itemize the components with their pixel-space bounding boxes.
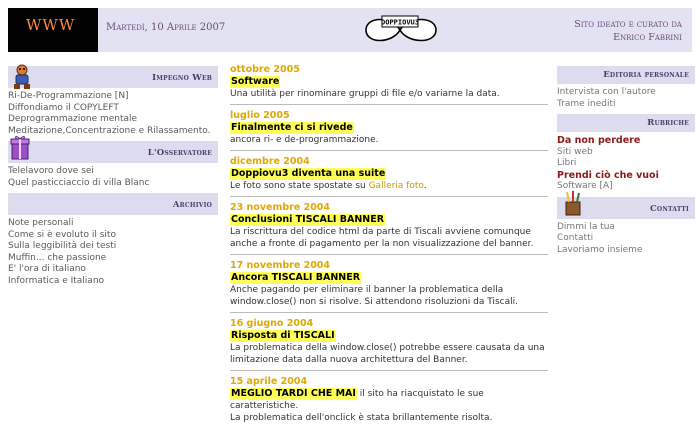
news-date: 23 novembre 2004 (230, 202, 331, 213)
news-date: 16 giugno 2004 (230, 318, 314, 329)
rubriche-links (557, 135, 695, 193)
news-title[interactable]: Software (231, 76, 280, 87)
editoria-title: Editoria personale (603, 70, 689, 80)
osservatore-header (8, 141, 218, 163)
current-date: Martedì, 10 Aprile 2007 (106, 22, 226, 33)
news-item (230, 110, 548, 151)
pencil-cup-icon (562, 190, 584, 216)
purple-gift-icon (10, 135, 30, 161)
editoria-header (557, 66, 695, 84)
link-libri[interactable]: Libri (557, 158, 577, 168)
site-credit (574, 18, 682, 44)
rubriche-title: Rubriche (647, 118, 689, 128)
news-date: ottobre 2005 (230, 64, 300, 75)
news-text: ancora ri- e de-programmazione. (230, 135, 379, 145)
contatti-links (557, 222, 695, 257)
right-sidebar (557, 66, 695, 260)
news-date: 15 aprile 2004 (230, 376, 308, 387)
link-copyleft[interactable]: Diffondiamo il COPYLEFT (8, 102, 119, 113)
link-muffin[interactable]: Muffin... che passione (8, 252, 107, 263)
news-item (230, 376, 548, 428)
news-item (230, 156, 548, 197)
news-item (230, 318, 548, 371)
news-text (230, 388, 548, 412)
news-text: Una utilità per rinominare gruppi di file e/o variarne la data. (230, 89, 500, 99)
galleria-foto-link[interactable]: Galleria foto (368, 181, 424, 191)
banner-text: DOPPIOVU3 (381, 18, 419, 27)
link-deprogrammazione[interactable]: Deprogrammazione mentale (8, 114, 138, 124)
link-trame-inediti[interactable]: Trame inediti (557, 98, 616, 109)
link-pasticciaccio[interactable]: Quel pasticciaccio di villa Blanc (8, 177, 150, 188)
news-item (230, 260, 548, 313)
news-title[interactable]: Risposta di TISCALI (231, 330, 335, 341)
news-item (230, 202, 548, 255)
credit-author[interactable]: Enrico Fabrini (613, 32, 682, 43)
link-dimmi-la-tua[interactable]: Dimmi la tua (557, 221, 615, 232)
impegno-web-title: Impegno Web (152, 73, 212, 83)
link-note-personali[interactable]: Note personali (8, 218, 74, 228)
news-text-part: Le foto sono state spostate su (230, 181, 369, 191)
news-text: La problematica della window.close() potrebbe essere causata da una limitazione data dalla nuova architettura del Banner. (230, 343, 545, 365)
archivio-title: Archivio (172, 200, 212, 210)
archivio-header (8, 193, 218, 215)
news-column (230, 64, 548, 433)
link-software[interactable]: Software [A] (557, 181, 613, 191)
news-title[interactable]: Conclusioni TISCALI BANNER (231, 214, 385, 225)
link-telelavoro[interactable]: Telelavoro dove sei (8, 166, 94, 176)
news-date: dicembre 2004 (230, 156, 310, 167)
news-title-continuation: il sito ha riacquistato le sue caratteristiche. (230, 389, 484, 411)
credit-line: Sito ideato e curato da (574, 19, 682, 30)
site-header (8, 8, 692, 52)
impegno-web-header (8, 66, 218, 88)
link-meditazione[interactable]: Meditazione,Concentrazione e Rilassamento. (8, 125, 211, 136)
news-text (230, 180, 548, 192)
archivio-links (8, 218, 218, 287)
contatti-title: Contatti (649, 203, 689, 214)
da-non-perdere-heading: Da non perdere (557, 135, 641, 146)
link-siti-web[interactable]: Siti web (557, 146, 593, 157)
link-ri-de-programmazione[interactable]: Ri-De-Programmazione [N] (8, 91, 129, 101)
prendi-heading: Prendi ciò che vuoi (557, 169, 659, 181)
news-title[interactable]: MEGLIO TARDI CHE MAI (231, 388, 356, 399)
link-intervista[interactable]: Intervista con l'autore (557, 87, 656, 97)
news-text: La problematica dell'onclick è stata brillantemente risolta. (230, 413, 493, 423)
news-text-part: . (423, 181, 427, 191)
doppiovu3-logo[interactable] (352, 10, 448, 50)
news-text: Anche pagando per eliminare il banner la problematica della window.close() non si risolve. Si attendono risoluzioni da Tiscali. (230, 285, 518, 307)
news-title[interactable]: Finalmente ci si rivede (231, 122, 353, 133)
news-text: La riscrittura del codice html da parte di Tiscali avviene comunque anche a fronte di pagamento per la non visualizzazione del banner. (230, 227, 534, 249)
mascot-icon (10, 64, 34, 90)
news-title[interactable]: Ancora TISCALI BANNER (231, 272, 361, 283)
news-date: 17 novembre 2004 (230, 260, 331, 271)
osservatore-title: L'Osservatore (147, 148, 212, 158)
rubriche-header (557, 114, 695, 132)
link-evoluzione-sito[interactable]: Come si è evoluto il sito (8, 229, 116, 240)
left-sidebar (8, 66, 218, 291)
link-lavoriamo-insieme[interactable]: Lavoriamo insieme (557, 244, 643, 255)
link-ora-italiano[interactable]: E' l'ora di italiano (8, 264, 86, 274)
news-title[interactable]: Doppiovu3 diventa una suite (231, 168, 386, 179)
editoria-links (557, 87, 695, 110)
news-item (230, 64, 548, 105)
link-contatti[interactable]: Contatti (557, 233, 594, 243)
link-informatica-italiano[interactable]: Informatica e Italiano (8, 275, 105, 286)
site-logo[interactable]: WWW (8, 8, 98, 52)
impegno-web-links (8, 91, 218, 137)
news-date: luglio 2005 (230, 110, 290, 121)
osservatore-links (8, 166, 218, 189)
link-leggibilita[interactable]: Sulla leggibilità dei testi (8, 241, 117, 251)
